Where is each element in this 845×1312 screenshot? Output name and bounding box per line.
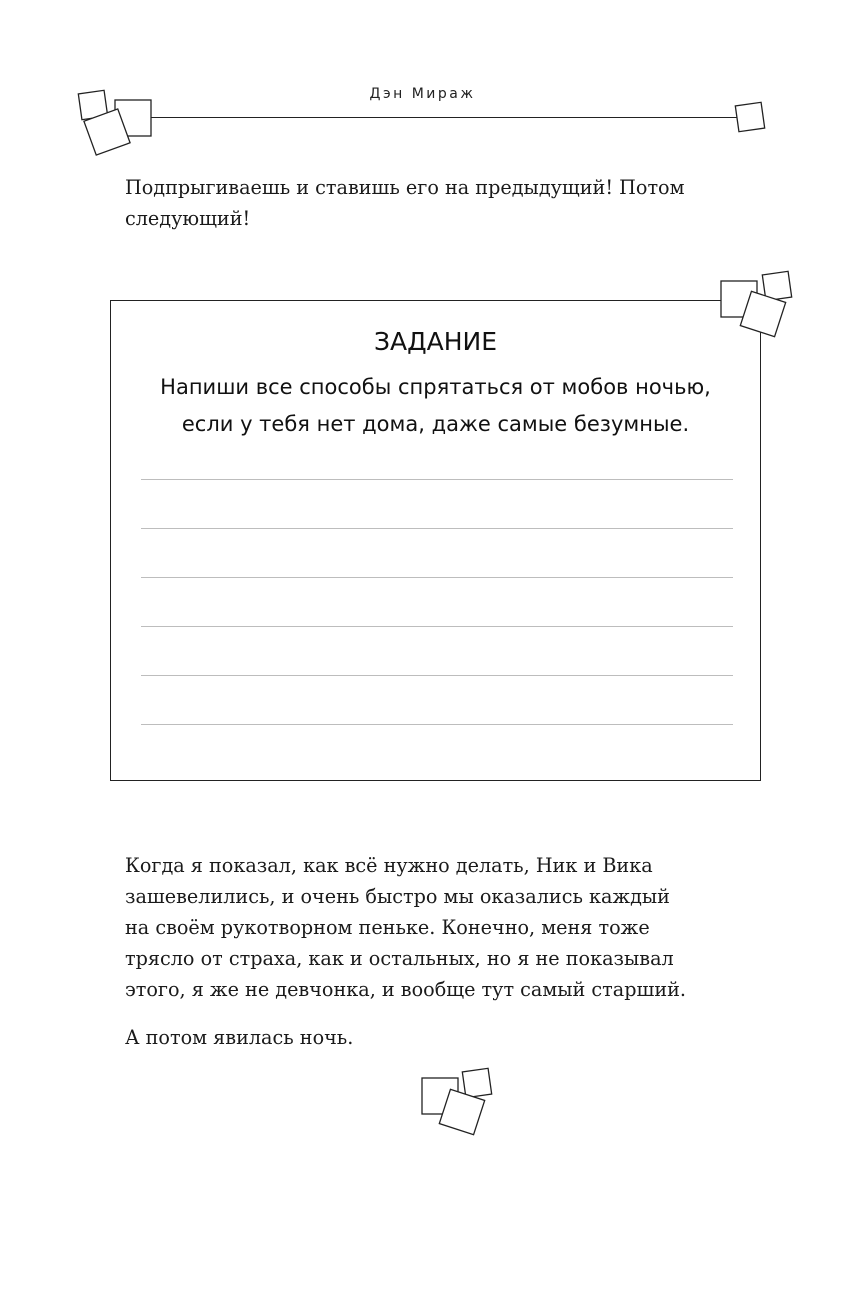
main-paragraph [125,850,765,1005]
intro-line-2: следующий! [125,207,251,230]
bottom-squares-icon [418,1064,502,1140]
answer-line-3[interactable] [141,577,733,578]
task-line-1: Напиши все способы спрятаться от мобов ночью, [160,375,711,399]
answer-line-5[interactable] [141,675,733,676]
answer-line-4[interactable] [141,626,733,627]
main-line-3: на своём рукотворном пеньке. Конечно, меня тоже [125,916,650,939]
answer-line-1[interactable] [141,479,733,480]
main-line-1: Когда я показал, как всё нужно делать, Ник и Вика [125,854,653,877]
answer-line-2[interactable] [141,528,733,529]
closing-line: А потом явилась ночь. [125,1026,354,1049]
main-line-5: этого, я же не девчонка, и вообще тут самый старший. [125,978,687,1001]
main-line-4: трясло от страха, как и остальных, но я не показывал [125,947,674,970]
main-line-2: зашевелились, и очень быстро мы оказались каждый [125,885,670,908]
header-rule [151,117,738,118]
intro-paragraph [125,172,765,234]
task-box [110,300,761,781]
intro-line-1: Подпрыгиваешь и ставишь его на предыдущий! Потом [125,176,685,199]
header-author: Дэн Мираж [369,86,476,102]
task-corner-squares-icon [716,268,800,342]
answer-line-6[interactable] [141,724,733,725]
closing-paragraph [125,1022,765,1053]
header-right-square-icon [732,100,768,134]
task-instructions [121,369,750,443]
task-line-2: если у тебя нет дома, даже самые безумные. [181,412,690,436]
task-title: ЗАДАНИЕ [373,327,498,356]
